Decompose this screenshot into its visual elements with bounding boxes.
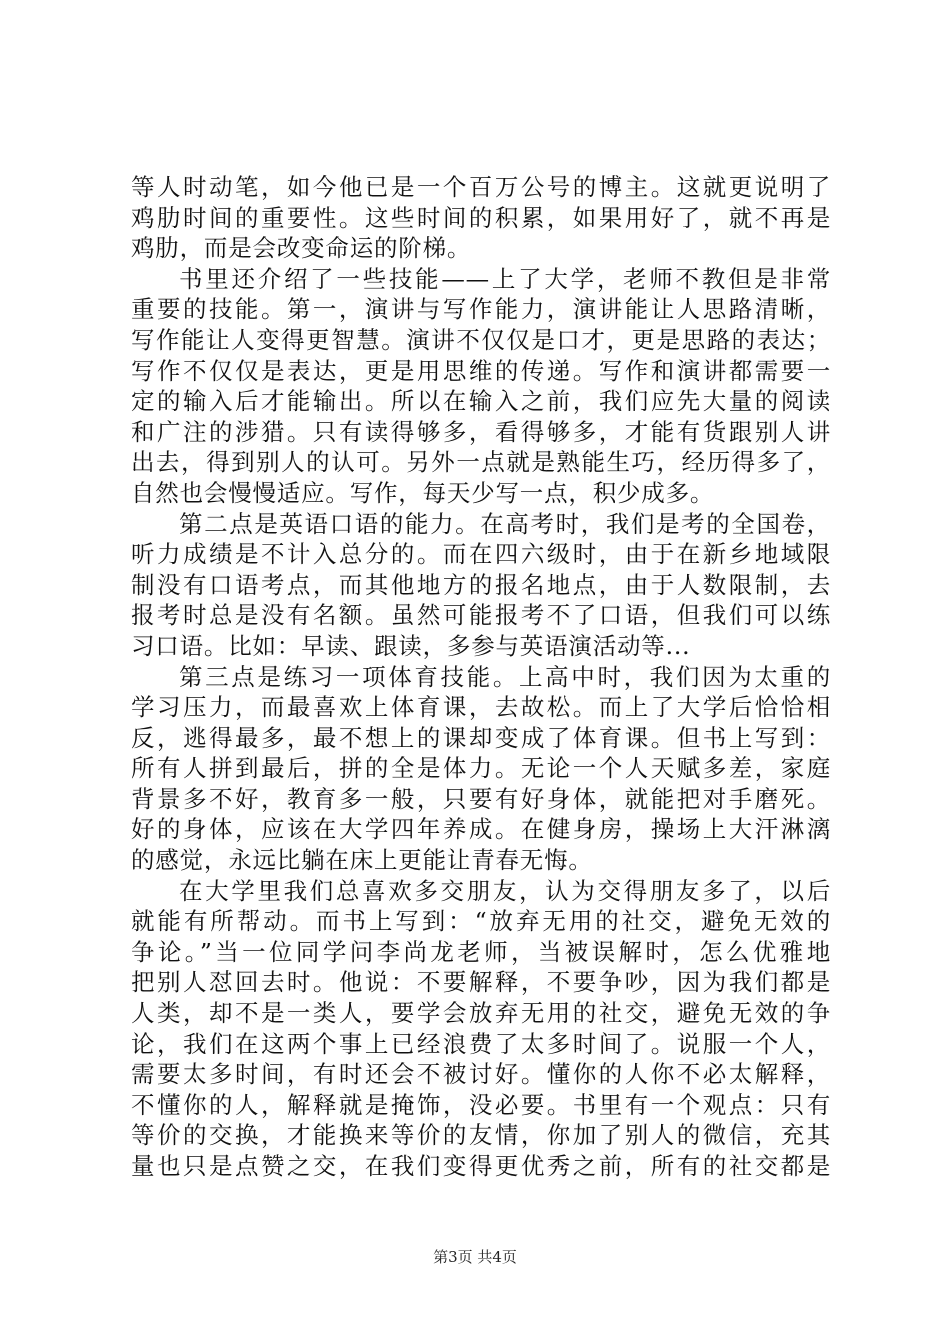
text-line: 需要太多时间，有时还会不被讨好。懂你的人你不必太解释， [131, 1060, 831, 1089]
text-line: 好的身体，应该在大学四年养成。在健身房，操场上大汗淋漓 [131, 815, 831, 844]
body-text [131, 172, 831, 1182]
text-line: 等人时动笔，如今他已是一个百万公号的博主。这就更说明了 [131, 173, 831, 201]
text-line: 等价的交换，才能换来等价的友情，你加了别人的微信，充其 [131, 1121, 831, 1150]
text-line: 学习压力，而最喜欢上体育课，去故松。而上了大学后恰恰相 [131, 693, 831, 722]
text-line: 就能有所帮动。而书上写到：“放弃无用的社交，避免无效的 [131, 907, 831, 936]
text-line: 报考时总是没有名额。虽然可能报考不了口语，但我们可以练 [131, 601, 831, 630]
text-line: 写作能让人变得更智慧。演讲不仅仅是口才，更是思路的表达； [131, 325, 831, 354]
text-line: 定的输入后才能输出。所以在输入之前，我们应先大量的阅读 [131, 387, 831, 416]
text-line: 的感觉，永远比躺在床上更能让青春无悔。 [131, 846, 593, 875]
text-line: 论，我们在这两个事上已经浪费了太多时间了。说服一个人， [131, 1029, 831, 1058]
text-line: 出去，得到别人的认可。另外一点就是熟能生巧，经历得多了， [131, 448, 831, 477]
page-footer: 第3页 共4页 [433, 1248, 517, 1266]
text-line: 反，逃得最多，最不想上的课却变成了体育课。但书上写到： [131, 723, 831, 752]
text-line: 不懂你的人，解释就是掩饰，没必要。书里有一个观点：只有 [131, 1090, 831, 1119]
text-line: 习口语。比如：早读、跟读，多参与英语演活动等... [131, 631, 691, 660]
text-line: 第三点是练习一项体育技能。上高中时，我们因为太重的 [179, 662, 831, 691]
text-line: 自然也会慢慢适应。写作，每天少写一点，积少成多。 [131, 478, 715, 507]
text-line: 听力成绩是不计入总分的。而在四六级时，由于在新乡地域限 [131, 540, 831, 569]
text-line: 在大学里我们总喜欢多交朋友，认为交得朋友多了，以后 [179, 876, 831, 905]
text-line: 背景多不好，教育多一般，只要有好身体，就能把对手磨死。 [131, 784, 831, 813]
text-line: 书里还介绍了一些技能——上了大学，老师不教但是非常 [179, 264, 831, 293]
text-line: 写作不仅仅是表达，更是用思维的传递。写作和演讲都需要一 [131, 356, 831, 385]
text-line: 人类，却不是一类人，要学会放弃无用的社交，避免无效的争 [131, 999, 831, 1028]
text-line: 制没有口语考点，而其他地方的报名地点，由于人数限制，去 [131, 570, 831, 599]
text-line: 和广注的涉猎。只有读得够多，看得够多，才能有货跟别人讲 [131, 417, 831, 446]
text-line: 把别人怼回去时。他说：不要解释，不要争吵，因为我们都是 [131, 968, 831, 997]
text-line: 重要的技能。第一，演讲与写作能力，演讲能让人思路清晰， [131, 295, 831, 324]
text-line: 所有人拼到最后，拼的全是体力。无论一个人天赋多差，家庭 [131, 754, 831, 783]
text-line: 第二点是英语口语的能力。在高考时，我们是考的全国卷， [179, 509, 831, 538]
text-line: 量也只是点赞之交，在我们变得更优秀之前，所有的社交都是 [131, 1152, 831, 1180]
text-line: 鸡肋，而是会改变命运的阶梯。 [131, 234, 472, 263]
text-line: 鸡肋时间的重要性。这些时间的积累，如果用好了，就不再是 [131, 203, 831, 232]
text-line: 争论。”当一位同学问李尚龙老师，当被误解时，怎么优雅地 [131, 937, 831, 966]
